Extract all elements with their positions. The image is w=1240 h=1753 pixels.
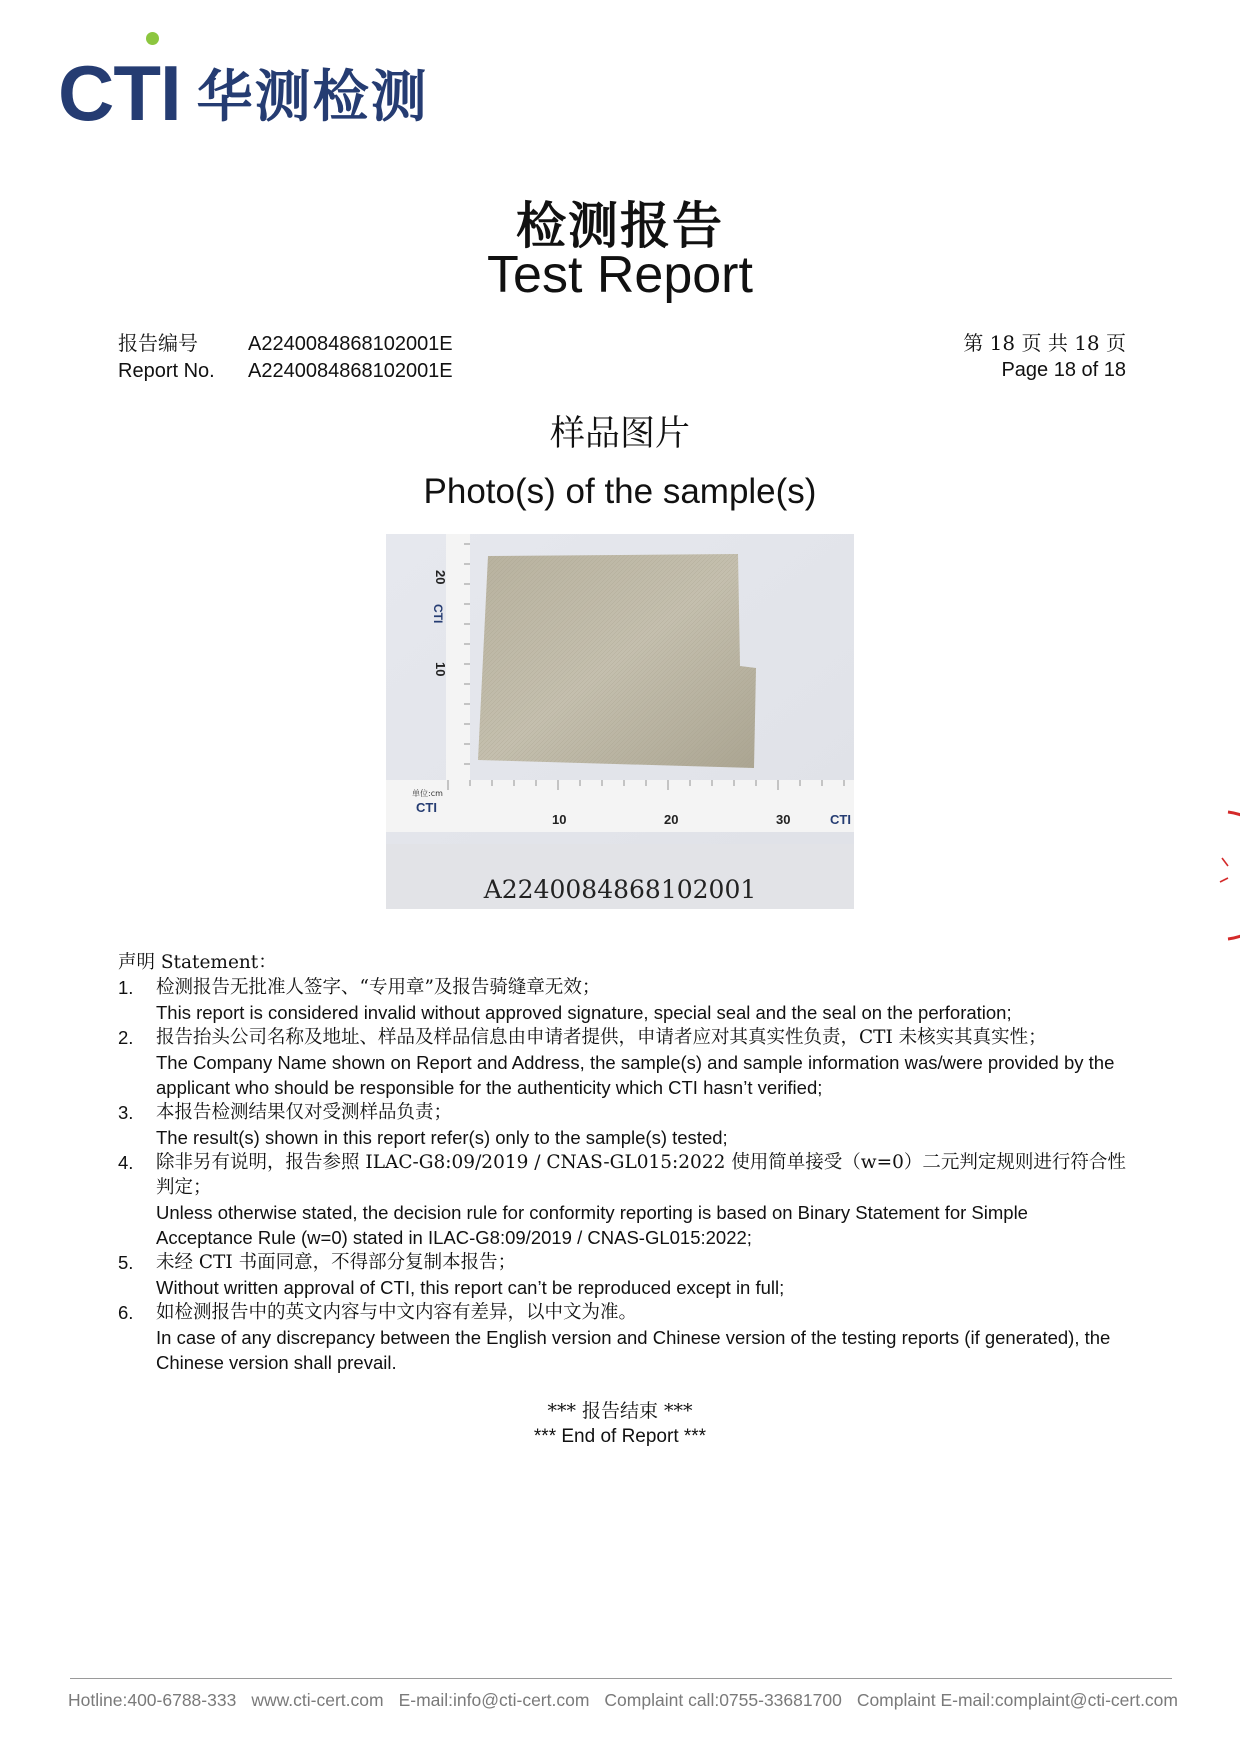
horizontal-ruler-label-10: 10 (552, 812, 567, 827)
vertical-ruler-brand: CTI (431, 604, 445, 624)
statement-item-number: 4. (118, 1152, 134, 1173)
footer-website[interactable]: www.cti-cert.com (251, 1690, 384, 1710)
sample-photo (386, 534, 854, 909)
vertical-ruler-label-20: 20 (433, 570, 448, 585)
statement-item (118, 1100, 1128, 1150)
page-number-cn: 第 18 页 共 18 页 (963, 331, 1126, 355)
statement-item-number: 1. (118, 977, 134, 998)
report-title-en: Test Report (487, 246, 753, 304)
logo-cn-text: 华测检测 (196, 65, 429, 130)
statement-item-en: Without written approval of CTI, this report can’t be reproduced except in full; (156, 1277, 785, 1298)
statement-item-number: 5. (118, 1252, 134, 1273)
company-logo (58, 42, 429, 137)
statement-item (118, 1250, 1128, 1300)
report-no-label-en: Report No. (118, 360, 215, 382)
footer (68, 1690, 1178, 1711)
statement-item-en: The Company Name shown on Report and Address, the sample(s) and sample information was/were provided by the applicant who should be responsible for the authenticity which CTI hasn’t verified; (156, 1052, 1115, 1098)
statement-section (118, 950, 1128, 1375)
report-no-value-en: A2240084868102001E (248, 360, 453, 382)
statement-item (118, 1025, 1128, 1100)
logo-cti-text: CTI (58, 49, 181, 137)
vertical-ruler-label-10: 10 (433, 662, 448, 677)
end-of-report-cn: *** 报告结束 *** (547, 1400, 693, 1422)
report-title-cn: 检测报告 (516, 196, 724, 255)
end-of-report-en: *** End of Report *** (533, 1426, 707, 1447)
report-no-label-cn: 报告编号 (118, 331, 198, 355)
report-number-block (118, 330, 453, 385)
footer-email[interactable]: E-mail:info@cti-cert.com (398, 1690, 590, 1710)
page-number-en: Page 18 of 18 (1001, 359, 1126, 381)
statement-item-en: Unless otherwise stated, the decision rule for conformity reporting is based on Binary Statement for Simple Acceptance Rule (w=0) stated in ILAC-G8:09/2019 / CNAS-GL015:2022; (156, 1202, 1028, 1248)
statement-item (118, 975, 1128, 1025)
horizontal-ruler-brand-right: CTI (830, 812, 851, 827)
statement-item-number: 3. (118, 1102, 134, 1123)
page-number-block (963, 330, 1126, 384)
ruler-unit-label: 单位:cm (412, 789, 443, 798)
statement-item-en: The result(s) shown in this report refer(s) only to the sample(s) tested; (156, 1127, 728, 1148)
statement-item-number: 6. (118, 1302, 134, 1323)
photo-section-title-en: Photo(s) of the sample(s) (423, 472, 817, 511)
end-of-report (0, 1398, 1240, 1450)
report-no-value-cn: A2240084868102001E (248, 333, 453, 355)
sample-id-label: A2240084868102001 (483, 875, 757, 904)
statement-item-cn: 检测报告无批准人签字、“专用章”及报告骑缝章无效； (156, 977, 601, 998)
statement-item-en: This report is considered invalid without approved signature, special seal and the seal on the perforation; (156, 1002, 1012, 1023)
fabric-mesh-texture (478, 554, 756, 768)
statement-item-cn: 除非另有说明，报告参照 ILAC-G8:09/2019 / CNAS-GL015:2022 使用简单接受（w=0）二元判定规则进行符合性判定； (156, 1152, 1126, 1198)
statement-item-cn: 未经 CTI 书面同意，不得部分复制本报告； (156, 1252, 517, 1273)
statement-heading: 声明 Statement： (118, 952, 277, 973)
horizontal-ruler-brand-left: CTI (416, 800, 437, 815)
statement-item-cn: 报告抬头公司名称及地址、样品及样品信息由申请者提供，申请者应对其真实性负责，CTI 未核实其真实性； (156, 1027, 1047, 1048)
seal-mark (1220, 858, 1228, 882)
statement-item-cn: 本报告检测结果仅对受测样品负责； (156, 1102, 453, 1123)
vertical-ruler (446, 534, 470, 782)
photo-section-title-cn: 样品图片 (549, 414, 690, 454)
footer-complaint-call: Complaint call:0755-33681700 (604, 1690, 842, 1710)
logo-dot (146, 32, 159, 45)
footer-divider (70, 1678, 1172, 1679)
perforation-seal (1210, 808, 1240, 943)
statement-item-cn: 如检测报告中的英文内容与中文内容有差异，以中文为准。 (156, 1302, 638, 1323)
statement-item (118, 1150, 1128, 1250)
horizontal-ruler-label-20: 20 (664, 812, 679, 827)
statement-item (118, 1300, 1128, 1375)
seal-arc (1228, 812, 1240, 939)
footer-hotline: Hotline:400-6788-333 (68, 1690, 237, 1710)
horizontal-ruler-label-30: 30 (776, 812, 791, 827)
footer-complaint-email[interactable]: Complaint E-mail:complaint@cti-cert.com (856, 1690, 1178, 1710)
statement-item-en: In case of any discrepancy between the English version and Chinese version of the testing reports (if generated), the Chinese version shall prevail. (156, 1327, 1111, 1373)
statement-item-number: 2. (118, 1027, 134, 1048)
